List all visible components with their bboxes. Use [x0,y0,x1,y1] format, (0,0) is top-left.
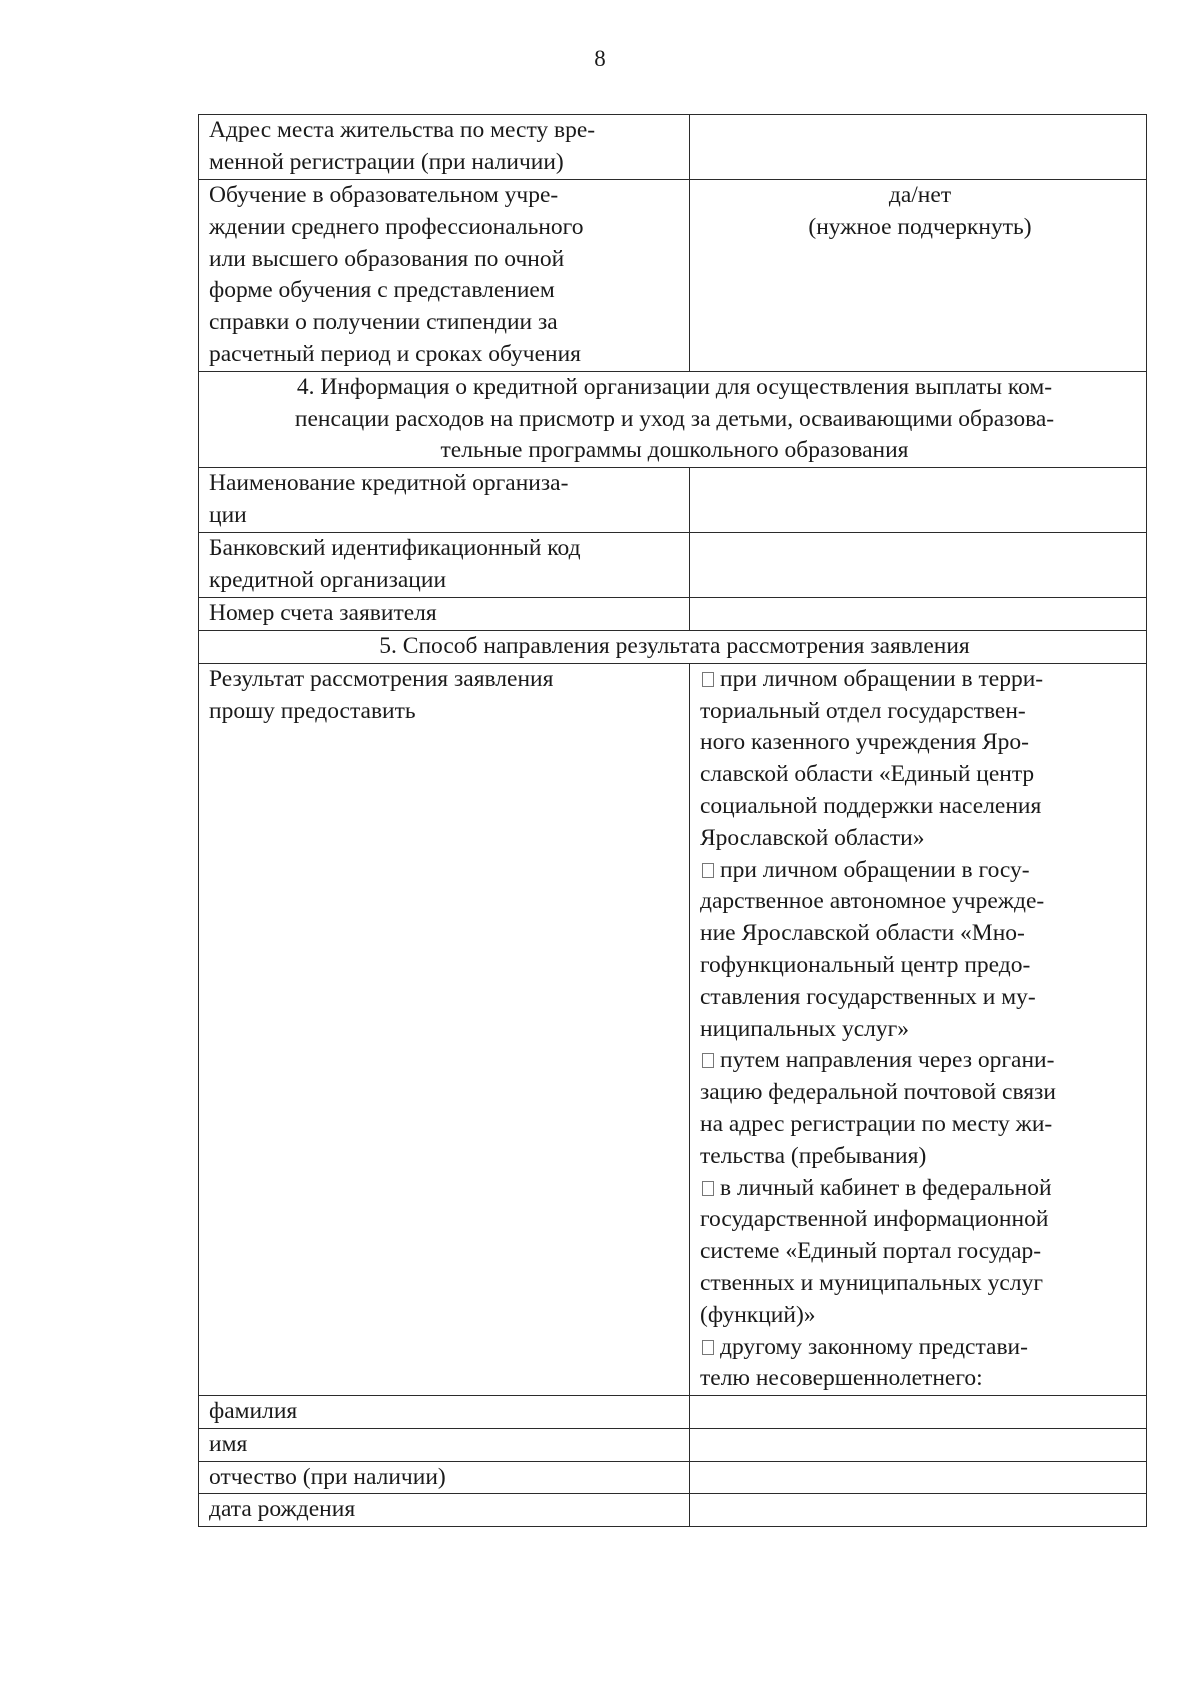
label-line: прошу предоставить [209,697,416,724]
label-line: Результат рассмотрения заявления [209,665,554,692]
account-number-value[interactable] [690,598,1147,631]
temporary-address-label [199,115,690,180]
option-line: ториальный отдел государствен- [700,697,1026,724]
row-name [199,1428,1147,1461]
result-delivery-options [690,663,1147,1395]
option-postal[interactable] [700,1045,1140,1172]
label-line: или высшего образования по очной [209,245,565,272]
section-4-line: тельные программы дошкольного образования [440,437,909,464]
row-result-delivery [199,663,1147,1395]
option-legal-representative[interactable] [700,1332,1140,1396]
option-line: гофункциональный центр предо- [700,951,1031,978]
option-line: ставления государственных и му- [700,983,1036,1010]
label-line: ждении среднего профессионального [209,213,584,240]
checkbox-icon[interactable] [702,863,714,878]
temporary-address-value[interactable] [690,115,1147,180]
option-line: другому законному представи- [720,1333,1028,1360]
page-number: 8 [594,46,606,71]
option-line: Ярославской области» [700,824,925,851]
option-line: при личном обращении в госу- [720,856,1030,883]
option-line: ние Ярославской области «Мно- [700,920,1025,947]
option-line: (функций)» [700,1301,816,1328]
label-line: кредитной организации [209,566,447,593]
education-label [199,180,690,372]
option-gosuslugi[interactable] [700,1173,1140,1332]
bank-name-label [199,468,690,533]
label-line: ции [209,501,247,528]
bank-bik-value[interactable] [690,533,1147,598]
education-value[interactable] [690,180,1147,372]
row-temporary-address [199,115,1147,180]
row-education [199,180,1147,372]
option-line: тельства (пребывания) [700,1142,927,1169]
option-line: при личном обращении в терри- [720,665,1044,692]
option-line: славской области «Единый центр [700,761,1035,788]
label-line: Адрес места жительства по месту вре- [209,117,596,143]
option-line: зацию федеральной почтовой связи [700,1079,1056,1106]
bank-name-value[interactable] [690,468,1147,533]
label-line: Обучение в образовательном учре- [209,182,559,208]
row-surname [199,1396,1147,1429]
option-line: государственной информационной [700,1206,1049,1233]
birthdate-label: дата рождения [199,1494,690,1527]
option-line: путем направления через органи- [720,1047,1055,1074]
label-line: форме обучения с представлением [209,277,555,304]
section-4-line: пенсации расходов на присмотр и уход за детьми, осваивающими образова- [294,405,1055,432]
option-mfc[interactable] [700,855,1140,1046]
row-account-number [199,598,1147,631]
checkbox-icon[interactable] [702,1340,714,1355]
name-label: имя [199,1428,690,1461]
option-line: на адрес регистрации по месту жи- [700,1110,1053,1137]
option-line: ниципальных услуг» [700,1015,909,1042]
name-value[interactable] [690,1428,1147,1461]
result-delivery-label [199,663,690,1395]
checkbox-icon[interactable] [702,672,714,687]
option-territorial-department[interactable] [700,664,1140,855]
row-birthdate [199,1494,1147,1527]
surname-label: фамилия [199,1396,690,1429]
label-line: справки о получении стипендии за [209,309,558,336]
surname-value[interactable] [690,1396,1147,1429]
application-form-table [198,114,1147,1527]
section-4-heading [199,371,1147,467]
section-5-heading: 5. Способ направления результата рассмотрения заявления [199,630,1147,663]
row-bank-name [199,468,1147,533]
birthdate-value[interactable] [690,1494,1147,1527]
section-5-header-row [199,630,1147,663]
label-line: Банковский идентификационный код [209,535,581,562]
option-line: телю несовершеннолетнего: [700,1365,983,1392]
section-4-header-row [199,371,1147,467]
option-line: социальной поддержки населения [700,792,1042,819]
option-line: ственных и муниципальных услуг [700,1269,1043,1296]
yes-no-choice[interactable]: да/нет [888,182,952,208]
row-patronymic [199,1461,1147,1494]
patronymic-value[interactable] [690,1461,1147,1494]
option-line: дарственное автономное учрежде- [700,888,1045,915]
account-number-label: Номер счета заявителя [199,598,690,631]
label-line: менной регистрации (при наличии) [209,148,564,175]
row-bank-bik [199,533,1147,598]
label-line: Наименование кредитной организа- [209,470,569,497]
option-line: ного казенного учреждения Яро- [700,729,1029,756]
section-4-line: 4. Информация о кредитной организации для осуществления выплаты ком- [296,373,1053,400]
checkbox-icon[interactable] [702,1053,714,1068]
option-line: системе «Единый портал государ- [700,1238,1042,1265]
patronymic-label: отчество (при наличии) [199,1461,690,1494]
label-line: расчетный период и сроках обучения [209,340,581,367]
option-line: в личный кабинет в федеральной [720,1174,1052,1201]
bank-bik-label [199,533,690,598]
checkbox-icon[interactable] [702,1181,714,1196]
underline-hint: (нужное подчеркнуть) [808,213,1032,240]
